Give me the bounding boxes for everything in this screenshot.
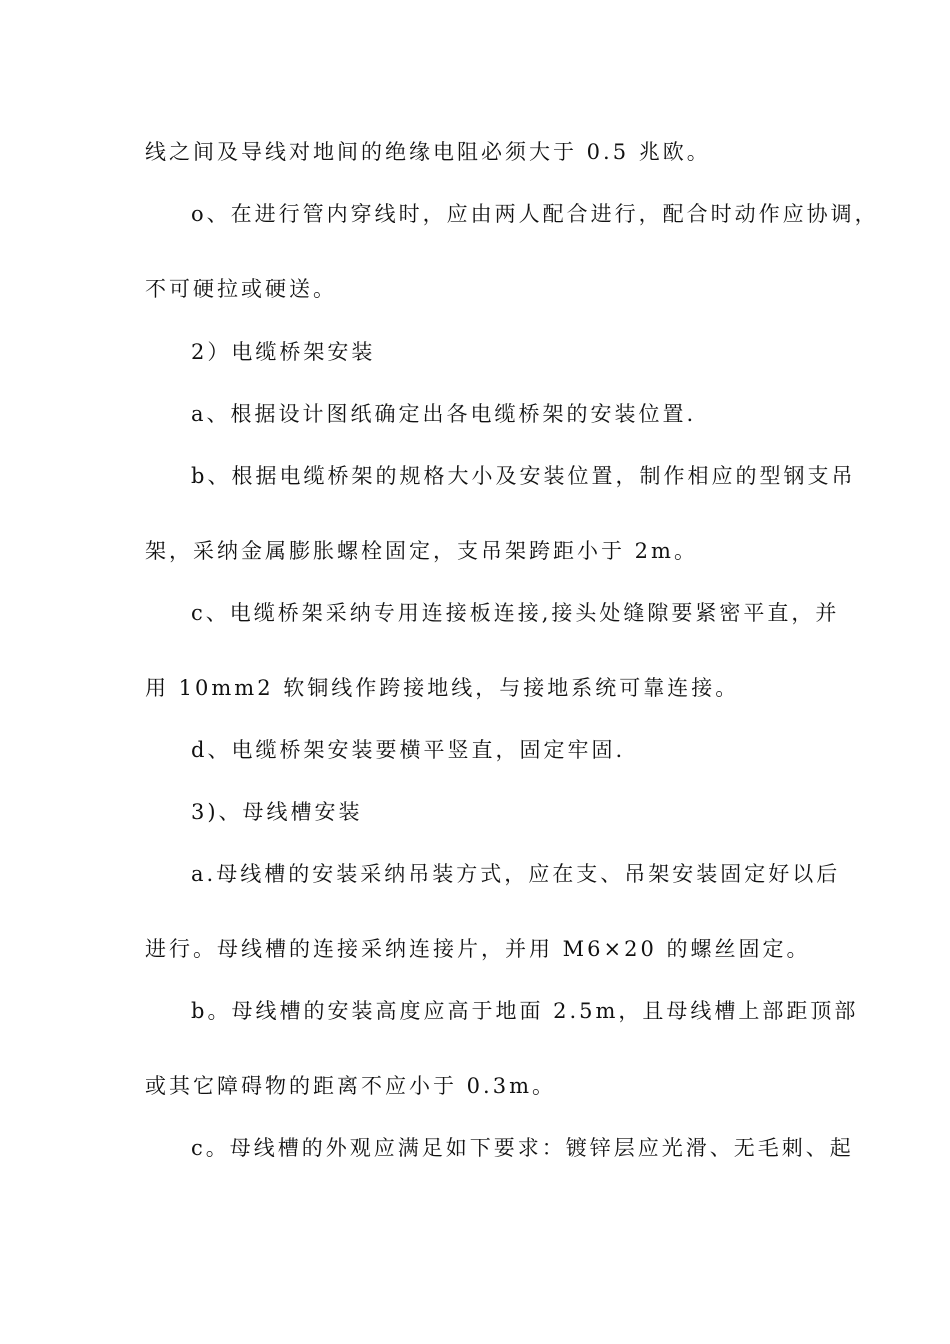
text-line-15: 或其它障碍物的距离不应小于 0.3m。 — [145, 1074, 556, 1098]
text-line-2: o、在进行管内穿线时，应由两人配合进行，配合时动作应协调， — [191, 202, 879, 226]
text-line-3: 不可硬拉或硬送。 — [145, 277, 337, 301]
text-line-7: 架，采纳金属膨胀螺栓固定，支吊架跨距小于 2m。 — [145, 539, 698, 563]
text-line-13: 进行。母线槽的连接采纳连接片，并用 M6×20 的螺丝固定。 — [145, 937, 811, 961]
text-line-14: b。母线槽的安装高度应高于地面 2.5m，且母线槽上部距顶部 — [191, 999, 859, 1023]
text-line-8: c、电缆桥架采纳专用连接板连接,接头处缝隙要紧密平直，并 — [191, 601, 840, 625]
text-line-5: a、根据设计图纸确定出各电缆桥架的安装位置. — [191, 402, 697, 426]
text-line-16: c。母线槽的外观应满足如下要求：镀锌层应光滑、无毛刺、起 — [191, 1136, 854, 1160]
section-heading-3: 3)、母线槽安装 — [191, 800, 363, 824]
text-line-12: a.母线槽的安装采纳吊装方式，应在支、吊架安装固定好以后 — [191, 862, 841, 886]
section-heading-2: 2）电缆桥架安装 — [191, 340, 376, 364]
text-line-10: d、电缆桥架安装要横平竖直，固定牢固. — [191, 738, 626, 762]
text-line-1: 线之间及导线对地间的绝缘电阻必须大于 0.5 兆欧。 — [145, 140, 711, 164]
text-line-6: b、根据电缆桥架的规格大小及安装位置，制作相应的型钢支吊 — [191, 464, 856, 488]
text-line-9: 用 10mm2 软铜线作跨接地线，与接地系统可靠连接。 — [145, 676, 740, 700]
